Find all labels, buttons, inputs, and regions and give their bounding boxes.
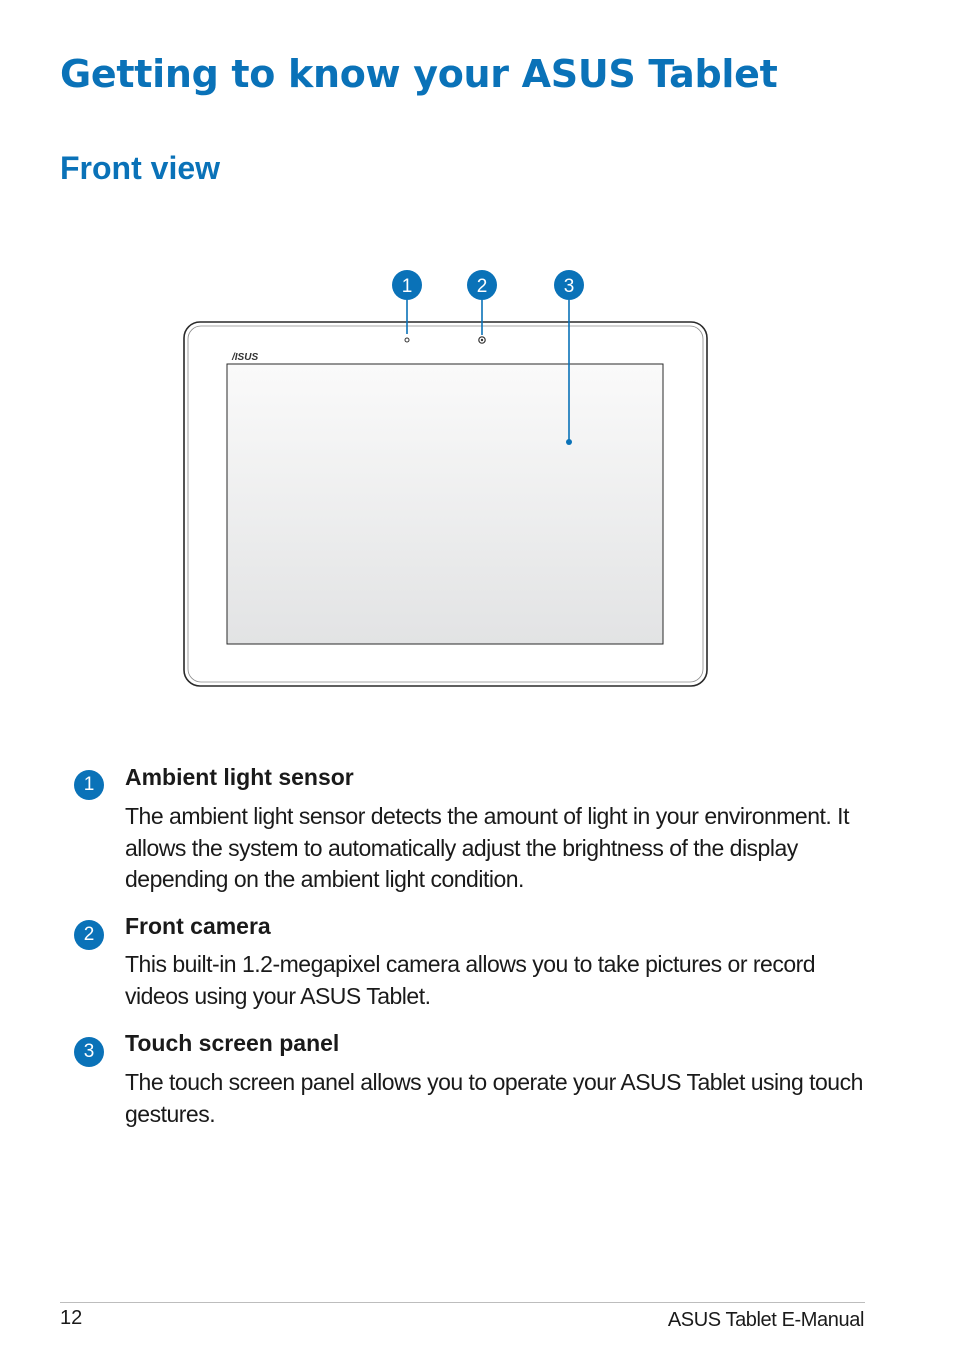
page-title: Getting to know your ASUS Tablet xyxy=(60,52,778,96)
item-description: This built-in 1.2-megapixel camera allows you to take pictures or record videos using your ASUS Tablet. xyxy=(125,951,816,1009)
callout-2-label: 2 xyxy=(476,276,488,297)
item-number-badge: 1 xyxy=(74,770,104,800)
item-title: Ambient light sensor xyxy=(125,764,354,790)
section-title: Front view xyxy=(60,150,221,186)
page-number: 12 xyxy=(60,1307,83,1329)
document-name: ASUS Tablet E-Manual xyxy=(667,1309,864,1331)
brand-logo: /ISUS xyxy=(232,352,259,363)
callout-3-label: 3 xyxy=(563,276,575,297)
front-camera-lens xyxy=(481,339,483,341)
footer-divider xyxy=(60,1302,865,1303)
item-number-badge: 2 xyxy=(74,920,104,950)
item-description: The touch screen panel allows you to operate your ASUS Tablet using touch gestures. xyxy=(125,1069,863,1127)
leader-dot-3 xyxy=(566,439,572,445)
item-title: Touch screen panel xyxy=(125,1030,340,1056)
item-title: Front camera xyxy=(125,913,271,939)
item-number-badge: 3 xyxy=(74,1037,104,1067)
callout-1-label: 1 xyxy=(401,276,413,297)
touch-screen-panel xyxy=(227,364,663,644)
ambient-light-sensor xyxy=(405,338,409,342)
item-description: The ambient light sensor detects the amount of light in your environment. It allows the system to automatically adjust the brightness of the display depending on the ambient light condition. xyxy=(125,803,849,892)
